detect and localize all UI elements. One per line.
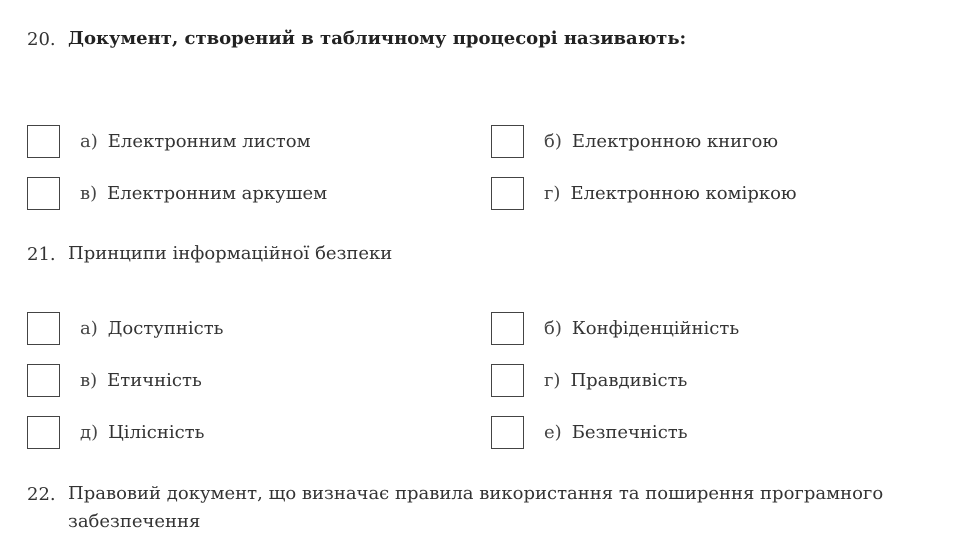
- question-22-text-line2: забезпечення: [68, 511, 201, 532]
- option-letter: а): [80, 130, 98, 152]
- option-label: Цілісність: [108, 421, 205, 443]
- checkbox[interactable]: [27, 364, 60, 397]
- option-label: Доступність: [107, 317, 224, 339]
- question-22-number: 22.: [27, 484, 56, 505]
- question-21-option-g[interactable]: [491, 362, 687, 398]
- option-label: Етичність: [107, 369, 202, 391]
- question-20-option-a[interactable]: [27, 123, 311, 159]
- question-20-option-g[interactable]: [491, 175, 797, 211]
- question-21-option-b[interactable]: [491, 310, 739, 346]
- question-20-number: 20.: [27, 29, 56, 50]
- checkbox[interactable]: [27, 125, 60, 158]
- checkbox[interactable]: [491, 177, 524, 210]
- option-label: Електронним листом: [107, 130, 311, 152]
- option-letter: а): [80, 317, 98, 339]
- checkbox[interactable]: [491, 125, 524, 158]
- option-letter: в): [80, 182, 98, 204]
- question-20-text: Документ, створений в табличному процесорі називають:: [68, 28, 687, 49]
- option-label: Конфіденційність: [571, 317, 740, 339]
- option-label: Електронною коміркою: [570, 182, 797, 204]
- question-21-number: 21.: [27, 244, 56, 265]
- checkbox[interactable]: [27, 416, 60, 449]
- option-label: Безпечність: [571, 421, 688, 443]
- checkbox[interactable]: [491, 312, 524, 345]
- option-letter: г): [544, 182, 561, 204]
- checkbox[interactable]: [27, 177, 60, 210]
- checkbox[interactable]: [491, 416, 524, 449]
- option-letter: б): [544, 317, 562, 339]
- checkbox[interactable]: [27, 312, 60, 345]
- question-20-option-b[interactable]: [491, 123, 778, 159]
- checkbox[interactable]: [491, 364, 524, 397]
- option-label: Електронною книгою: [571, 130, 779, 152]
- question-20-option-v[interactable]: [27, 175, 327, 211]
- question-22-text-line1: Правовий документ, що визначає правила використання та поширення програмного: [68, 483, 884, 504]
- question-21-option-a[interactable]: [27, 310, 223, 346]
- option-letter: б): [544, 130, 562, 152]
- option-letter: е): [544, 421, 562, 443]
- option-letter: д): [80, 421, 99, 443]
- option-label: Правдивість: [570, 369, 688, 391]
- option-label: Електронним аркушем: [107, 182, 328, 204]
- question-21-option-e[interactable]: [491, 414, 688, 450]
- option-letter: в): [80, 369, 98, 391]
- question-21-option-d[interactable]: [27, 414, 204, 450]
- question-21-option-v[interactable]: [27, 362, 202, 398]
- option-letter: г): [544, 369, 561, 391]
- question-21-text: Принципи інформаційної безпеки: [68, 243, 393, 264]
